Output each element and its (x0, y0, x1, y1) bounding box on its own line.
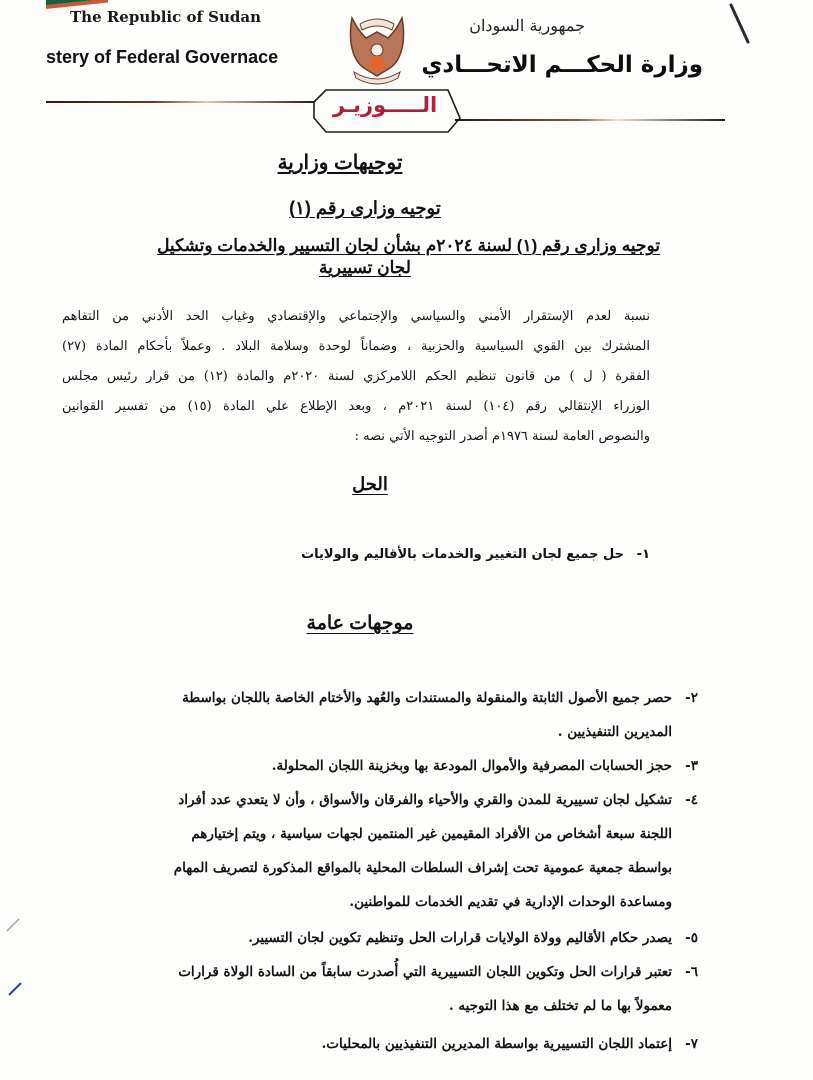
preamble-line: الوزراء الإنتقالي رقم (١٠٤) لسنة ٢٠٢١م ، وبعد الإطلاع علي المادة (١٥) من تفسير القوانين (62, 399, 650, 414)
list-item (98, 783, 698, 919)
list-item (98, 955, 698, 1023)
list-item (98, 681, 698, 749)
preamble-line: والنصوص العامة لسنة ١٩٧٦م أصدر التوجيه الأتي نصه : (354, 429, 650, 444)
item-text: تعتبر قرارات الحل وتكوين اللجان التسييرية التي أُصدرت سابقاً من السادة الولاة قرارات (178, 964, 672, 980)
arabic-ministry-name: وزارة الحكـــم الاتحـــادي (421, 52, 703, 78)
preamble-line: الفقرة ( ل ) من قانون تنظيم الحكم اللامركزي لسنة ٢٠٢٠م والمادة (١٢) من قرار رئيس مجلس (62, 369, 650, 384)
coat-of-arms-icon (346, 10, 408, 86)
item-number: ٧- (685, 1036, 698, 1052)
item-text: حل جميع لجان التغيير والخدمات بالأقاليم والولايات (301, 547, 624, 562)
item-number: ٦- (685, 964, 698, 980)
item-number: ٤- (685, 792, 698, 808)
minister-title: الـــــوزيـر (332, 93, 438, 117)
preamble-paragraph (62, 302, 650, 452)
directive-number: توجيه وزارى رقم (١) (289, 198, 441, 218)
preamble-line: المشترك بين القوي السياسية والحزبية ، وضماناً لوحدة وسلامة البلاد . وعملاً بأحكام المادة (٢٧) (62, 339, 650, 354)
section-heading-general-directives: موجهات عامة (306, 613, 414, 634)
arabic-country-name: جمهورية السودان (469, 16, 585, 35)
item-text: حجز الحسابات المصرفية والأموال المودعة بها وبخزينة اللجان المحلولة. (271, 758, 672, 774)
list-item (98, 921, 698, 955)
item-text: اللجنة سبعة أشخاص من الأفراد المقيمين غير المنتمين لجهات سياسية ، ويتم إختيارهم (191, 826, 672, 842)
item-number: ٢- (685, 690, 698, 706)
item-text: بواسطة جمعية عمومية تحت إشراف السلطات المحلية بالمواقع المذكورة لتصريف المهام (173, 860, 672, 876)
emblem-ribbon-top (360, 19, 394, 30)
document-title: توجيهات وزارية (277, 152, 403, 174)
list-item (301, 547, 650, 562)
item-text: حصر جميع الأصول الثابتة والمنقولة والمستندات والعُهد والأختام الخاصة باللجان بواسطة (182, 690, 672, 706)
header-rule-left (46, 101, 314, 103)
item-text: يصدر حكام الأقاليم وولاة الولايات قرارات الحل وتنظيم تكوين لجان التسيير. (248, 930, 672, 946)
english-ministry-name: stery of Federal Governace (46, 47, 279, 67)
item-text: تشكيل لجان تسييرية للمدن والقري والأحياء والفرقان والأسواق ، وأن لا يتعدي عدد أفراد (178, 792, 672, 808)
directive-subject-line-2: لجان تسييرية (319, 258, 411, 277)
directive-subject-line-1: توجيه وزارى رقم (١) لسنة ٢٠٢٤م بشأن لجان التسيير والخدمات وتشكيل (157, 236, 660, 255)
english-country-name: The Republic of Sudan (70, 8, 262, 26)
item-number: ٥- (685, 930, 698, 946)
item-text: المديرين التنفيذيين . (557, 724, 672, 740)
margin-tick-mark (8, 982, 22, 996)
margin-tick-mark (6, 918, 20, 932)
item-number: ١- (636, 547, 650, 562)
item-text: ومساعدة الوحدات الإدارية في تقديم الخدمات للمواطنين. (349, 894, 672, 910)
section-heading-dissolution: الحل (352, 474, 388, 494)
item-text: إعتماد اللجان التسييرية بواسطة المديرين التنفيذيين بالمحليات. (321, 1036, 672, 1052)
list-item (98, 749, 698, 783)
emblem-shield (371, 44, 383, 56)
item-text: معمولاً بها ما لم تختلف مع هذا التوجيه . (449, 998, 672, 1014)
emblem-body (368, 56, 386, 70)
item-number: ٣- (685, 758, 698, 774)
header-rule-right (455, 119, 725, 121)
list-item (98, 1027, 698, 1061)
pen-stroke-mark (728, 2, 752, 46)
preamble-line: نسبة لعدم الإستقرار الأمني والسياسي والإجتماعي والإقتصادي وغياب الحد الأدني من التفاهم (62, 309, 650, 324)
